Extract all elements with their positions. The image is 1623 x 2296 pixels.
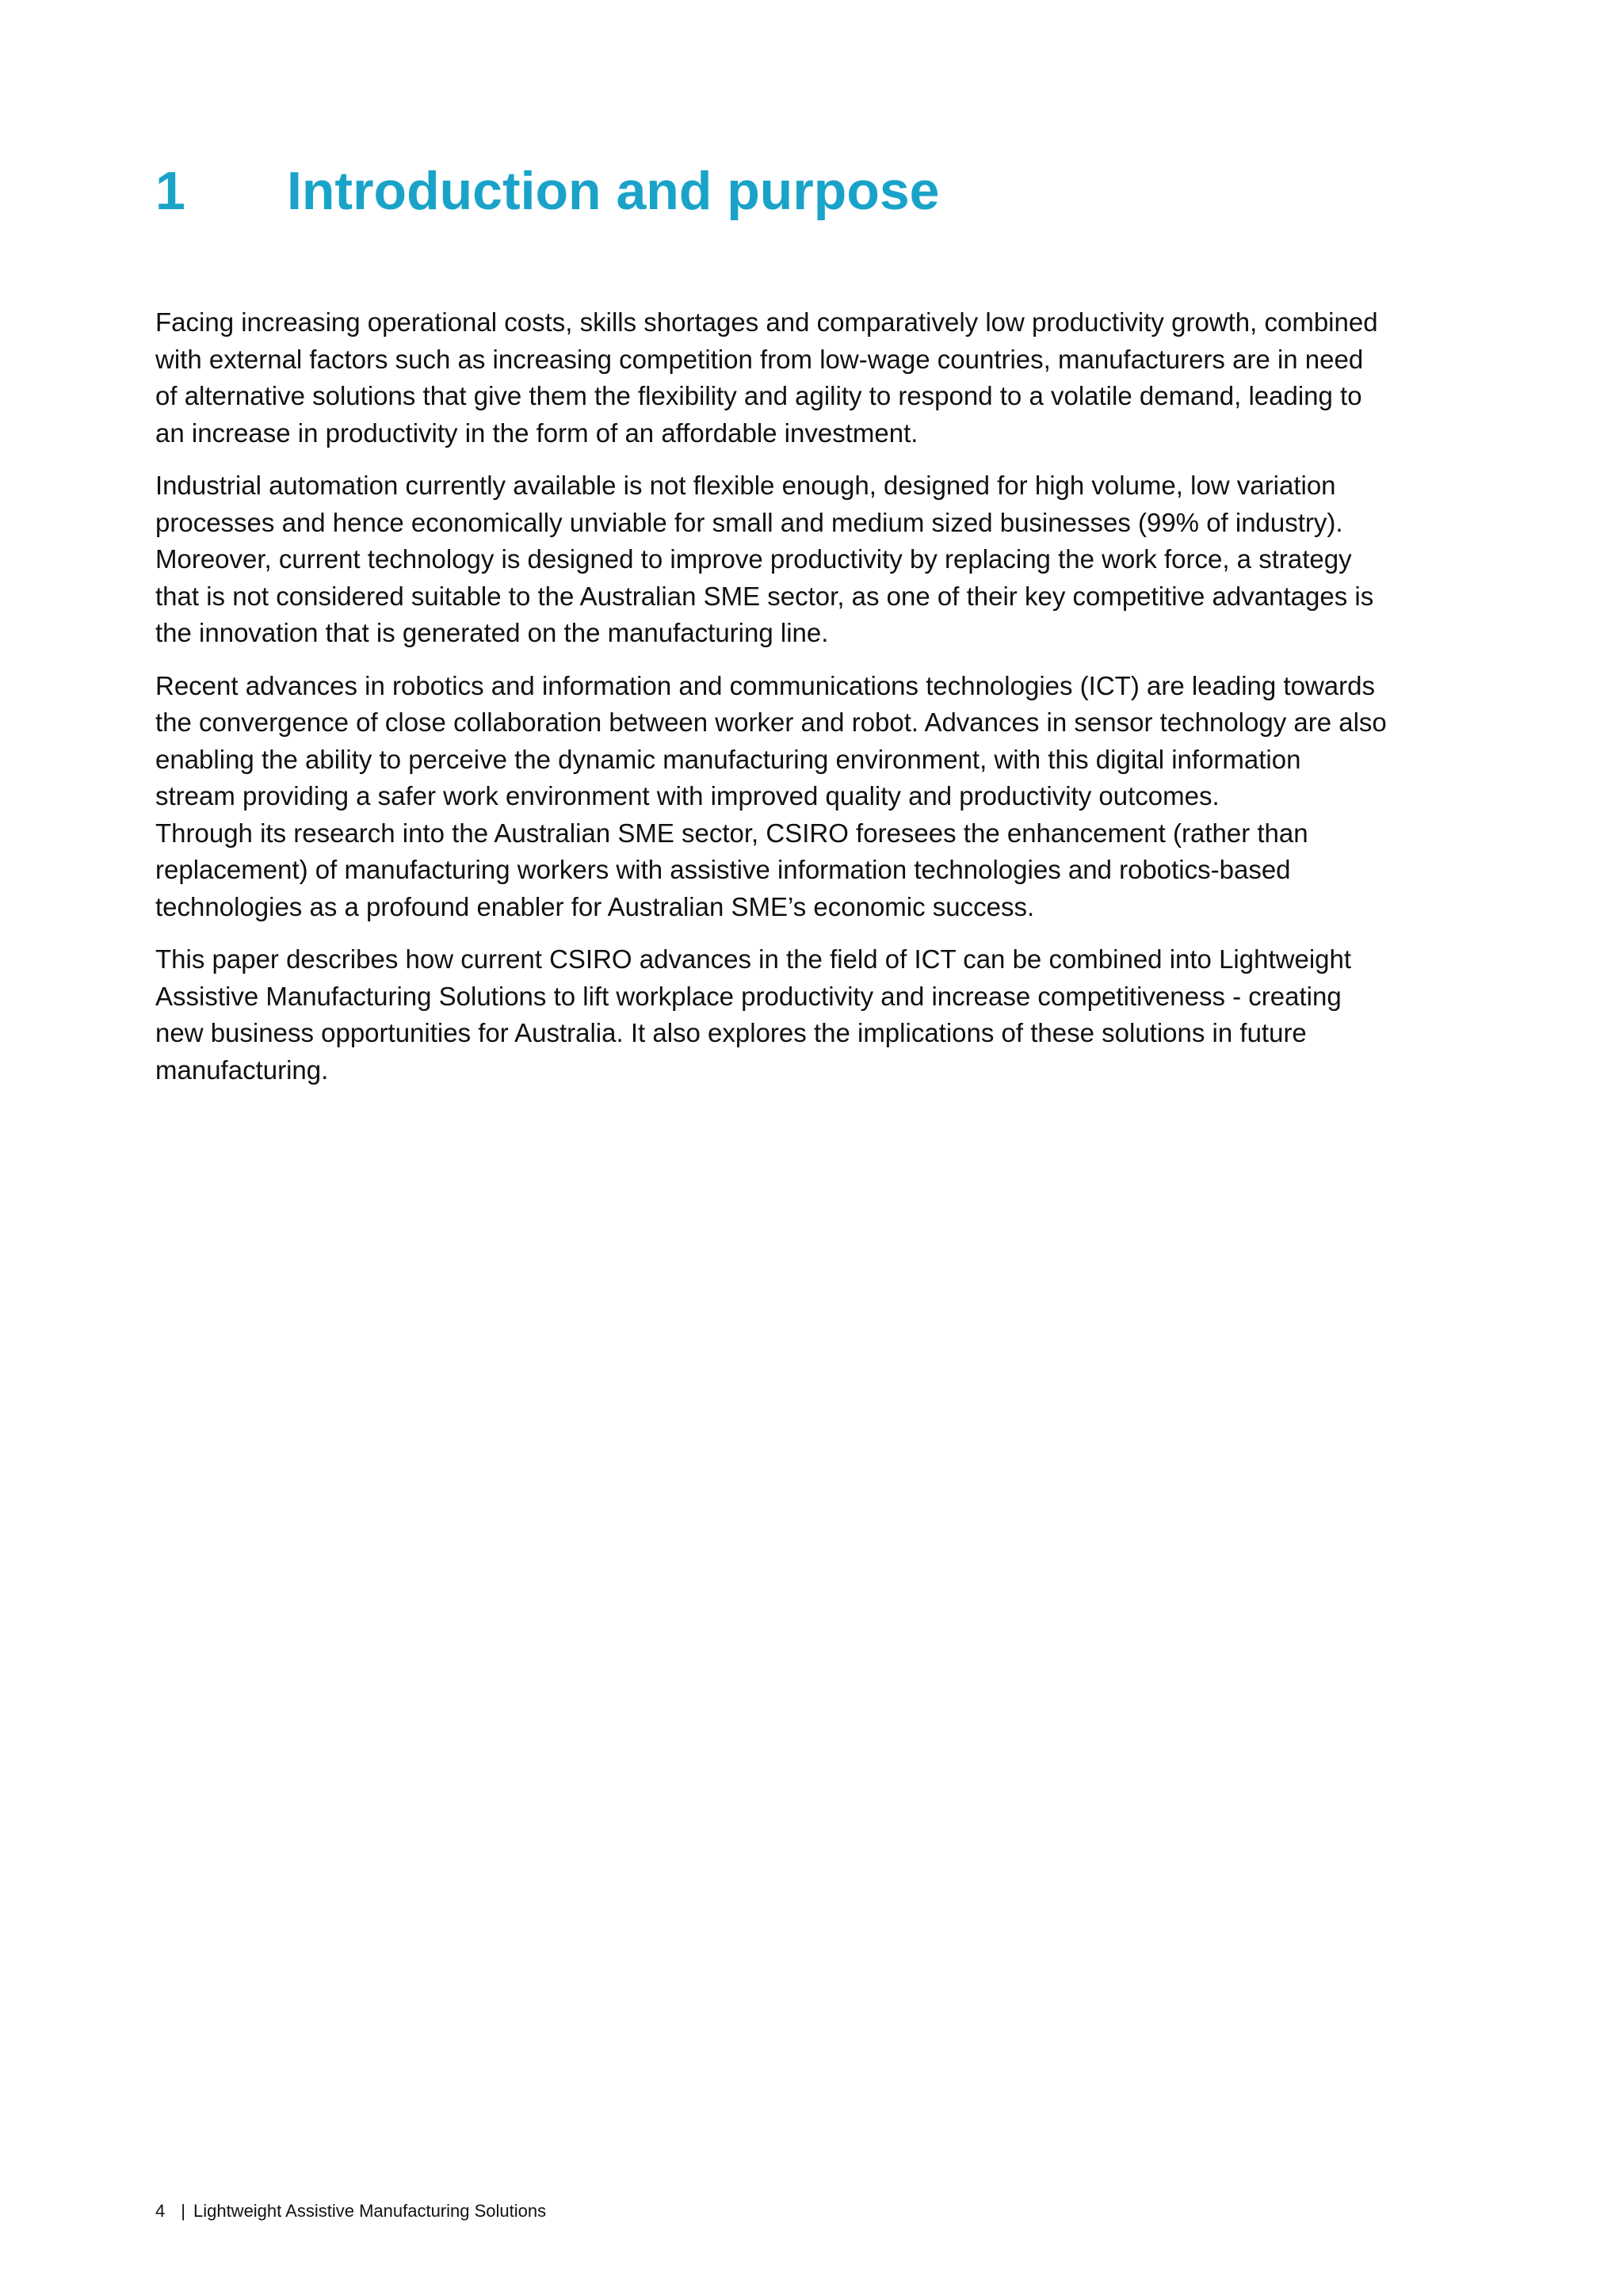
footer-page-number: 4 bbox=[155, 2201, 166, 2221]
paragraph-3: Recent advances in robotics and information and communications technologies (ICT) are leading towards the convergence of close collaboration between worker and robot. Advances in sensor technology are also enabling the ability to perceive the dynamic manufacturing environment, with this digital information stream providing a safer work environment with improved quality and productivity outcomes. bbox=[155, 670, 1387, 810]
footer-separator: | bbox=[181, 2201, 185, 2221]
page-footer bbox=[155, 2199, 546, 2223]
section-number: 1 bbox=[155, 161, 185, 221]
footer-document-title: Lightweight Assistive Manufacturing Solutions bbox=[193, 2201, 547, 2221]
paragraph-2: Industrial automation currently available is not flexible enough, designed for high volume, low variation processes and hence economically unviable for small and medium sized businesses (99% of industry). Moreover, current technology is designed to improve productivity by replacing the work force, a strategy that is not considered suitable to the Australian SME sector, as one of their key competitive advantages is the innovation that is generated on the manufacturing line. bbox=[155, 471, 1374, 647]
paragraph-4: Through its research into the Australian SME sector, CSIRO foresees the enhancement (rather than replacement) of manufacturing workers with assistive information technologies and robotics-based technologies as a profound enabler for Australian SME’s economic success. bbox=[155, 818, 1308, 921]
section-heading bbox=[155, 155, 940, 227]
section-title: Introduction and purpose bbox=[287, 161, 940, 221]
paragraph-5: This paper describes how current CSIRO advances in the field of ICT can be combined into Lightweight Assistive Manufacturing Solutions to lift workplace productivity and increase competitiveness - creating new business opportunities for Australia. It also explores the implications of these solutions in future manufacturing. bbox=[155, 944, 1352, 1085]
paragraph-1: Facing increasing operational costs, skills shortages and comparatively low productivity growth, combined with external factors such as increasing competition from low-wage countries, manufacturers are in need of alternative solutions that give them the flexibility and agility to respond to a volatile demand, leading to an increase in productivity in the form of an affordable investment. bbox=[155, 307, 1378, 448]
body-text bbox=[155, 304, 1487, 1104]
